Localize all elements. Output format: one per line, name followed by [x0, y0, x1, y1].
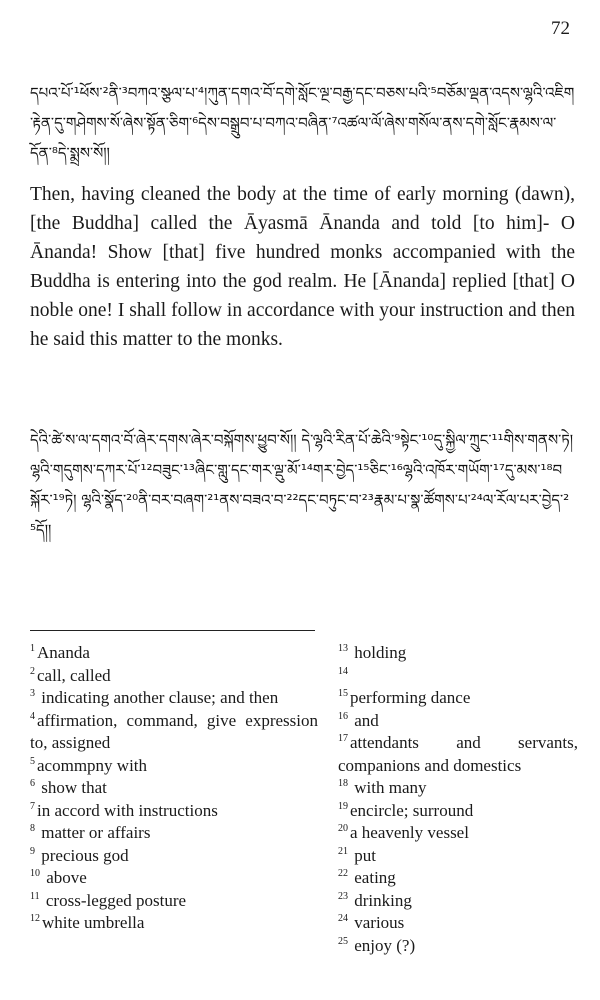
footnote: $^8$ matter or affairs — [30, 823, 151, 842]
footnote: $^4$ affirmation, command, give expression to, assigned — [30, 710, 318, 752]
footnote: $^5$ acommpny with — [30, 755, 148, 775]
footnote: $^{23}$ drinking — [338, 890, 412, 910]
footnote: $^{10}$ above — [30, 868, 87, 887]
footnotes-left-column — [30, 642, 318, 935]
english-translation: Then, having cleaned the body at the time of early morning (dawn), [the Buddha] called the Āyasmā Ānanda and told [to him]- O Ānanda! Show [that] five hundred monks accompanied with the Buddha is entering into the god realm. He [Ānanda] replied [that] O noble one! I shall follow in accordance with your instruction and then he said this matter to the monks. — [30, 184, 575, 350]
footnotes-right-column — [338, 642, 578, 957]
footnote: $^{20}$ a heavenly vessel — [338, 823, 469, 842]
footnote: $^3$ indicating another clause; and then — [30, 688, 279, 707]
footnote: $^{13}$ holding — [338, 643, 407, 662]
tibetan-passage-2: དེའི་ཚེ་ས་ལ་དགའ་བོ་ཞེར་དགས་ཞེར་བསྐོགས་ཕྱུབ་སོ།། དེ་ལྷའི་རིན་པོ་ཆེའི་⁹སྟེང་¹⁰དུ་སྐྱིལ་ཀྲུང་¹¹གིས་གནས་ཏེ།ལྷའི་གདུགས་དཀར་པོ་¹²བཟུང་¹³ཞིང་གླུ་དང་གར་ལྡུ་མོ་¹⁴གར་བྱེད་¹⁵ཅིང་¹⁶ལྷའི་འཁོར་གཡོག་¹⁷དུ་མས་¹⁸བསྐོར་¹⁹ཏེ། ལྷའི་སྣོད་²⁰ནི་བར་བཞག་²¹ནས་བཟའ་བ་²²དང་བཏུང་བ་²³རྣམ་པ་སྣ་ཚོགས་པ་²⁴ལ་རོལ་པར་བྱེད་²⁵དོ།། — [30, 431, 574, 539]
footnote: $^{19}$ encircle; surround — [338, 800, 474, 820]
page-number: 72 — [551, 18, 570, 39]
footnote: $^{17}$ attendants and servants, companions and domestics — [338, 733, 578, 775]
footnote: $^{12}$ white umbrella — [30, 913, 145, 932]
footnote: $^{24}$ various — [338, 913, 405, 932]
footnote: $^{21}$ put — [338, 845, 376, 865]
tibetan-passage-1: དཔའ་པོ་¹ཕོས་²ནི་³བཀའ་སྩལ་པ་⁴།ཀུན་དགའ་བོ་དགེ་སློང་ལྔ་བརྒྱ་དང་བཅས་པའི་⁵བཅོམ་ལྡན་འདས་ལྷའི་འཇིག་རྟེན་དུ་གཤེགས་སོ་ཞེས་སྟོན་ཅིག་⁶དེས་བསྒྲུབ་པ་བཀའ་བཞིན་⁷འཚལ་ལོ་ཞེས་གསོལ་ནས་དགེ་སློང་རྣམས་ལ་དོན་⁸དེ་སྨྲས་སོ།། — [30, 84, 575, 162]
footnote: $^{25}$ enjoy (?) — [338, 935, 416, 955]
footnote: $^9$ precious god — [30, 845, 129, 865]
footnote: 14 — [338, 665, 348, 677]
footnote: $^2$ call, called — [30, 665, 111, 685]
footnote: $^1$ Ananda — [30, 643, 90, 662]
footnote: $^{16}$ and — [338, 710, 379, 730]
footnote: $^7$ in accord with instructions — [30, 800, 218, 820]
footnote: $^{22}$ eating — [338, 868, 396, 887]
footnote: $^6$ show that — [30, 778, 107, 797]
footnote-divider — [30, 630, 315, 631]
footnote: $^{11}$ cross-legged posture — [30, 890, 187, 910]
footnote: $^{18}$ with many — [338, 778, 427, 797]
footnote: $^{15}$ performing dance — [338, 688, 471, 707]
